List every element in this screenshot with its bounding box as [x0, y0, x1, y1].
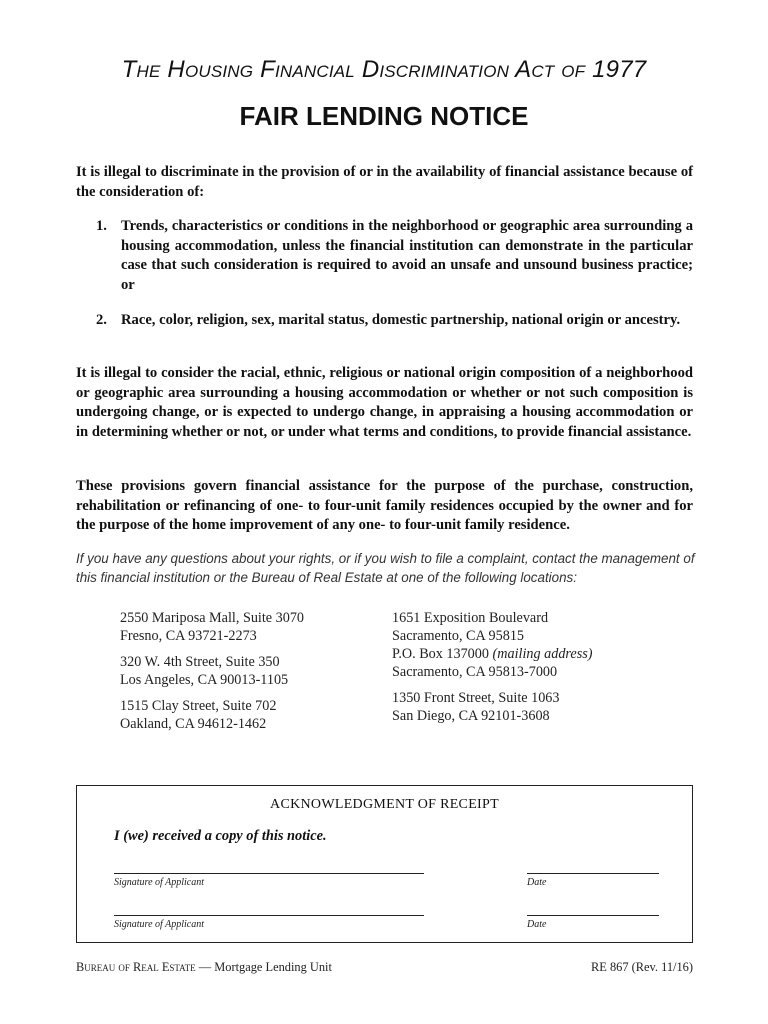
signature-line-1[interactable]: [114, 873, 424, 874]
address-line: Fresno, CA 93721-2273: [120, 628, 257, 644]
date-line-2[interactable]: [527, 915, 659, 916]
consideration-list-item-2: [76, 311, 693, 331]
intro-paragraph: It is illegal to discriminate in the provision of or in the availability of financial assistance because of the consideration of:: [76, 164, 693, 200]
address-line: Oakland, CA 94612-1462: [120, 716, 267, 732]
unit-name: — Mortgage Lending Unit: [195, 960, 332, 974]
date-label-1: Date: [527, 877, 547, 888]
address-fresno: [120, 609, 304, 645]
address-san-diego: [392, 689, 592, 725]
address-column-left: [120, 609, 304, 741]
acknowledgment-heading: ACKNOWLEDGMENT OF RECEIPT: [270, 797, 499, 812]
list-number: 1.: [96, 218, 107, 234]
mailing-address-note: (mailing address): [492, 646, 593, 662]
address-sacramento: [392, 609, 592, 681]
address-column-right: [392, 609, 592, 733]
composition-paragraph: It is illegal to consider the racial, ethnic, religious or national origin composition of a neighborhood or geographic area surrounding a housing accommodation or whether or not such composition is undergoing change, or is expected to undergo change, in appraising a housing accommodation or in determining whether or not, or under what terms and conditions, to provide financial assistance.: [76, 365, 693, 440]
address-oakland: [120, 697, 304, 733]
list-text: Trends, characteristics or conditions in the neighborhood or geographic area surrounding a housing accommodation, unless the financial institution can demonstrate in the particular case that such consideration is required to avoid an unsafe and unsound business practice; or: [121, 218, 693, 293]
signature-label-2: Signature of Applicant: [114, 919, 204, 930]
footer-agency: [76, 960, 332, 975]
address-line: 320 W. 4th Street, Suite 350: [120, 654, 280, 670]
act-title: The Housing Financial Discrimination Act of 1977: [121, 56, 647, 83]
address-los-angeles: [120, 653, 304, 689]
provisions-paragraph: These provisions govern financial assistance for the purpose of the purchase, construction, rehabilitation or refinancing of one- to four-unit family residences occupied by the owner and for the purpose of the home improvement of any one- to four-unit family residence.: [76, 478, 693, 533]
list-item: [76, 217, 693, 295]
date-line-1[interactable]: [527, 873, 659, 874]
address-line: Los Angeles, CA 90013-1105: [120, 672, 289, 688]
consideration-list-item-1: [76, 217, 693, 295]
notice-title: FAIR LENDING NOTICE: [239, 101, 529, 131]
acknowledgment-box: [76, 785, 693, 943]
received-statement: I (we) received a copy of this notice.: [114, 828, 327, 844]
address-line: 1651 Exposition Boulevard: [392, 610, 549, 626]
address-line: San Diego, CA 92101-3608: [392, 708, 550, 724]
contact-note: If you have any questions about your rights, or if you wish to file a complaint, contact the management of this financial institution or the Bureau of Real Estate at one of the following locations:: [76, 551, 695, 585]
address-line: 2550 Mariposa Mall, Suite 3070: [120, 610, 305, 626]
list-item: [76, 311, 693, 331]
agency-name: Bureau of Real Estate: [76, 960, 196, 974]
footer-form-number: RE 867 (Rev. 11/16): [591, 960, 693, 974]
date-label-2: Date: [527, 919, 547, 930]
list-text: Race, color, religion, sex, marital status, domestic partnership, national origin or ancestry.: [121, 312, 681, 328]
address-line: 1350 Front Street, Suite 1063: [392, 690, 560, 706]
address-line: 1515 Clay Street, Suite 702: [120, 698, 277, 714]
po-box: P.O. Box 137000: [392, 646, 489, 662]
address-line: Sacramento, CA 95815: [392, 628, 525, 644]
signature-line-2[interactable]: [114, 915, 424, 916]
list-number: 2.: [96, 312, 107, 328]
address-line: [392, 645, 592, 663]
address-line: Sacramento, CA 95813-7000: [392, 664, 558, 680]
signature-label-1: Signature of Applicant: [114, 877, 204, 888]
